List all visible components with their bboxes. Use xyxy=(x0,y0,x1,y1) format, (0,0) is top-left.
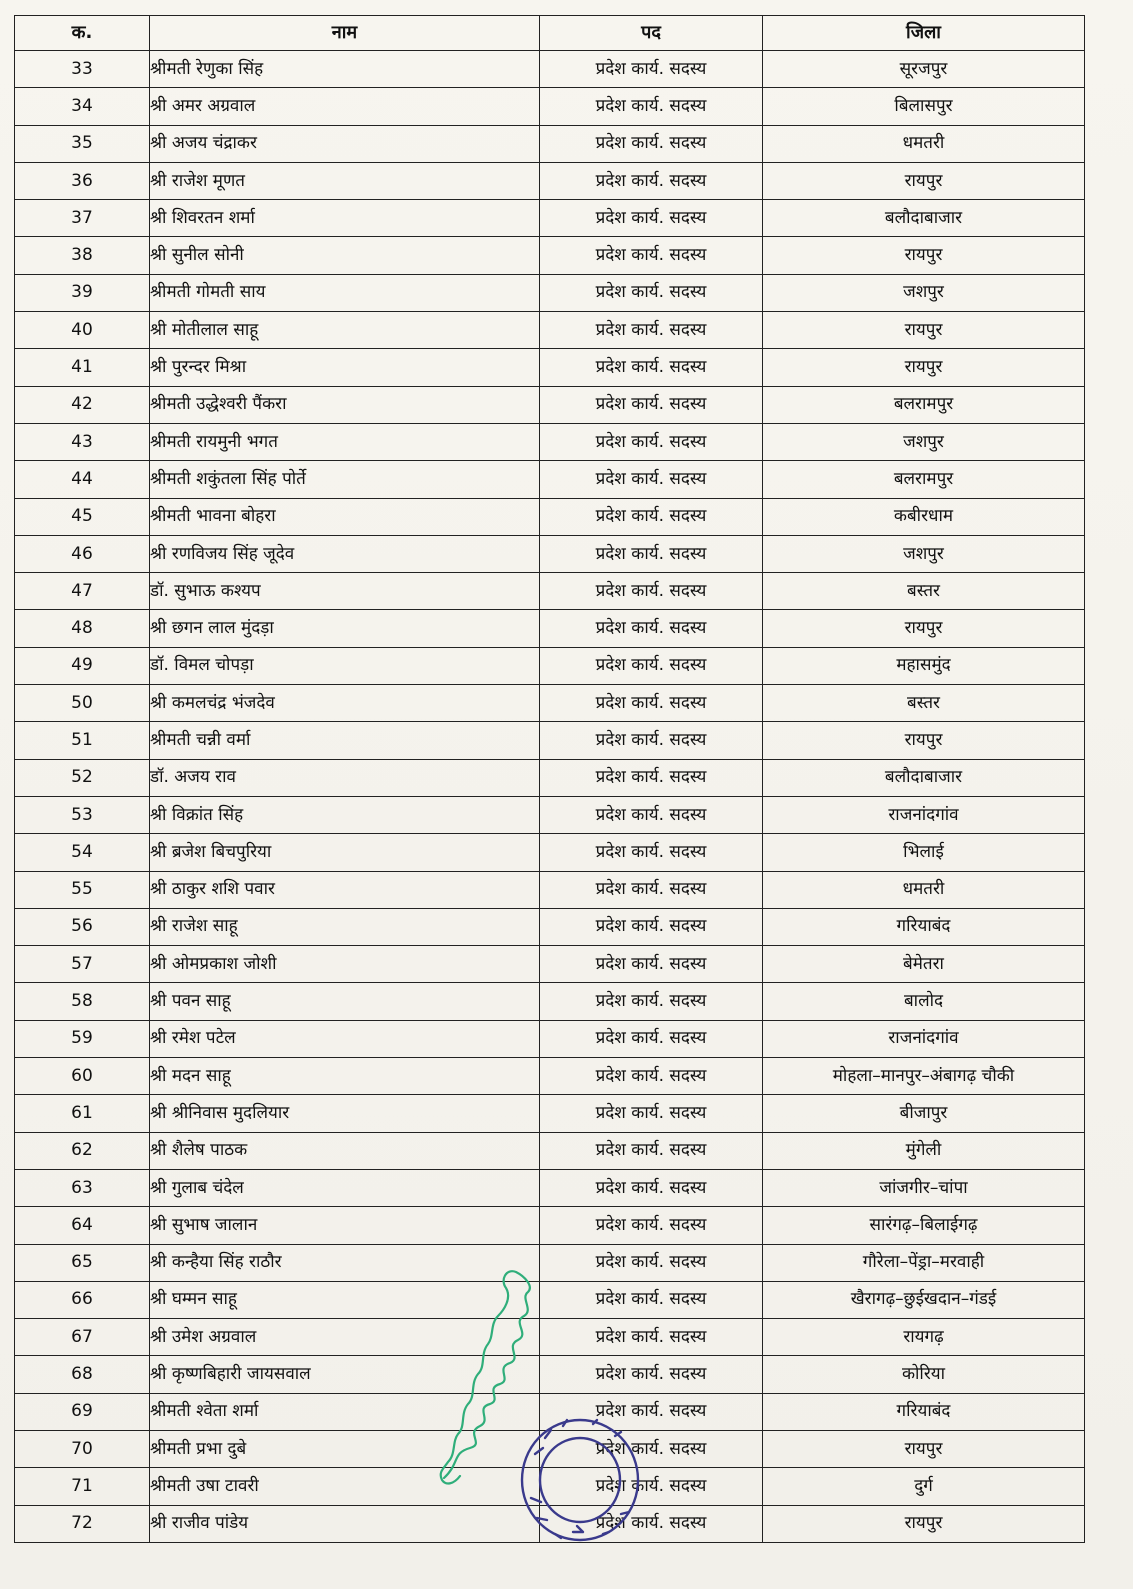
name-cell: श्री विक्रांत सिंह xyxy=(150,796,540,833)
table-row xyxy=(15,349,1085,386)
post-cell: प्रदेश कार्य. सदस्य xyxy=(540,983,763,1020)
name-cell: श्री राजेश मूणत xyxy=(150,162,540,199)
post-cell: प्रदेश कार्य. सदस्य xyxy=(540,1020,763,1057)
district-cell: रायपुर xyxy=(763,162,1085,199)
table-row xyxy=(15,759,1085,796)
table-row xyxy=(15,1356,1085,1393)
serial-number-cell: 66 xyxy=(15,1281,150,1318)
table-row xyxy=(15,386,1085,423)
district-cell: जशपुर xyxy=(763,423,1085,460)
name-cell: श्रीमती चन्नी वर्मा xyxy=(150,722,540,759)
post-cell: प्रदेश कार्य. सदस्य xyxy=(540,1132,763,1169)
table-row xyxy=(15,946,1085,983)
serial-number-cell: 53 xyxy=(15,796,150,833)
table-row xyxy=(15,685,1085,722)
post-cell: प्रदेश कार्य. सदस्य xyxy=(540,1058,763,1095)
name-cell: श्री रणविजय सिंह जूदेव xyxy=(150,535,540,572)
serial-number-cell: 51 xyxy=(15,722,150,759)
name-cell: श्री रमेश पटेल xyxy=(150,1020,540,1057)
post-cell: प्रदेश कार्य. सदस्य xyxy=(540,1468,763,1505)
serial-number-cell: 56 xyxy=(15,908,150,945)
post-cell: प्रदेश कार्य. सदस्य xyxy=(540,125,763,162)
serial-number-cell: 44 xyxy=(15,461,150,498)
district-cell: रायपुर xyxy=(763,1430,1085,1467)
post-cell: प्रदेश कार्य. सदस्य xyxy=(540,237,763,274)
table-body xyxy=(15,51,1085,1543)
table-row xyxy=(15,610,1085,647)
post-cell: प्रदेश कार्य. सदस्य xyxy=(540,759,763,796)
post-cell: प्रदेश कार्य. सदस्य xyxy=(540,1095,763,1132)
header-serial: क. xyxy=(15,16,150,51)
district-cell: रायपुर xyxy=(763,312,1085,349)
serial-number-cell: 67 xyxy=(15,1319,150,1356)
district-cell: बालोद xyxy=(763,983,1085,1020)
district-cell: बीजापुर xyxy=(763,1095,1085,1132)
table-row xyxy=(15,983,1085,1020)
post-cell: प्रदेश कार्य. सदस्य xyxy=(540,88,763,125)
name-cell: श्रीमती प्रभा दुबे xyxy=(150,1430,540,1467)
name-cell: डॉ. विमल चोपड़ा xyxy=(150,647,540,684)
serial-number-cell: 35 xyxy=(15,125,150,162)
name-cell: श्री ठाकुर शशि पवार xyxy=(150,871,540,908)
serial-number-cell: 48 xyxy=(15,610,150,647)
name-cell: श्री उमेश अग्रवाल xyxy=(150,1319,540,1356)
table-row xyxy=(15,237,1085,274)
district-cell: धमतरी xyxy=(763,125,1085,162)
name-cell: श्री श्रीनिवास मुदलियार xyxy=(150,1095,540,1132)
table-row xyxy=(15,647,1085,684)
name-cell: श्री मोतीलाल साहू xyxy=(150,312,540,349)
table-row xyxy=(15,200,1085,237)
table-row xyxy=(15,1058,1085,1095)
serial-number-cell: 71 xyxy=(15,1468,150,1505)
table-row xyxy=(15,423,1085,460)
district-cell: कबीरधाम xyxy=(763,498,1085,535)
district-cell: बस्तर xyxy=(763,573,1085,610)
district-cell: बलौदाबाजार xyxy=(763,759,1085,796)
table-row xyxy=(15,1281,1085,1318)
header-district: जिला xyxy=(763,16,1085,51)
serial-number-cell: 54 xyxy=(15,834,150,871)
header-name: नाम xyxy=(150,16,540,51)
post-cell: प्रदेश कार्य. सदस्य xyxy=(540,1281,763,1318)
district-cell: मुंगेली xyxy=(763,1132,1085,1169)
post-cell: प्रदेश कार्य. सदस्य xyxy=(540,946,763,983)
serial-number-cell: 72 xyxy=(15,1505,150,1542)
district-cell: बलौदाबाजार xyxy=(763,200,1085,237)
serial-number-cell: 38 xyxy=(15,237,150,274)
table-row xyxy=(15,722,1085,759)
name-cell: श्री ओमप्रकाश जोशी xyxy=(150,946,540,983)
name-cell: श्री पुरन्दर मिश्रा xyxy=(150,349,540,386)
serial-number-cell: 33 xyxy=(15,51,150,88)
table-row xyxy=(15,1095,1085,1132)
post-cell: प्रदेश कार्य. सदस्य xyxy=(540,1356,763,1393)
table-row xyxy=(15,535,1085,572)
serial-number-cell: 50 xyxy=(15,685,150,722)
name-cell: श्रीमती शकुंतला सिंह पोर्ते xyxy=(150,461,540,498)
name-cell: श्रीमती श्वेता शर्मा xyxy=(150,1393,540,1430)
serial-number-cell: 36 xyxy=(15,162,150,199)
table-row xyxy=(15,274,1085,311)
serial-number-cell: 45 xyxy=(15,498,150,535)
district-cell: रायगढ़ xyxy=(763,1319,1085,1356)
table-header-row xyxy=(15,16,1085,51)
post-cell: प्रदेश कार्य. सदस्य xyxy=(540,162,763,199)
header-post: पद xyxy=(540,16,763,51)
table-row xyxy=(15,1244,1085,1281)
serial-number-cell: 39 xyxy=(15,274,150,311)
table-row xyxy=(15,1319,1085,1356)
name-cell: श्री शैलेष पाठक xyxy=(150,1132,540,1169)
district-cell: सारंगढ़–बिलाईगढ़ xyxy=(763,1207,1085,1244)
name-cell: श्री राजीव पांडेय xyxy=(150,1505,540,1542)
name-cell: श्री गुलाब चंदेल xyxy=(150,1169,540,1206)
serial-number-cell: 41 xyxy=(15,349,150,386)
district-cell: महासमुंद xyxy=(763,647,1085,684)
name-cell: श्री कमलचंद्र भंजदेव xyxy=(150,685,540,722)
official-seal xyxy=(515,1414,645,1554)
post-cell: प्रदेश कार्य. सदस्य xyxy=(540,573,763,610)
table-row xyxy=(15,162,1085,199)
post-cell: प्रदेश कार्य. सदस्य xyxy=(540,312,763,349)
name-cell: डॉ. अजय राव xyxy=(150,759,540,796)
district-cell: भिलाई xyxy=(763,834,1085,871)
post-cell: प्रदेश कार्य. सदस्य xyxy=(540,51,763,88)
district-cell: रायपुर xyxy=(763,1505,1085,1542)
table-row xyxy=(15,88,1085,125)
serial-number-cell: 47 xyxy=(15,573,150,610)
post-cell: प्रदेश कार्य. सदस्य xyxy=(540,274,763,311)
district-cell: रायपुर xyxy=(763,349,1085,386)
serial-number-cell: 65 xyxy=(15,1244,150,1281)
serial-number-cell: 57 xyxy=(15,946,150,983)
table-row xyxy=(15,312,1085,349)
post-cell: प्रदेश कार्य. सदस्य xyxy=(540,1393,763,1430)
name-cell: श्री अजय चंद्राकर xyxy=(150,125,540,162)
serial-number-cell: 49 xyxy=(15,647,150,684)
post-cell: प्रदेश कार्य. सदस्य xyxy=(540,498,763,535)
name-cell: श्री ब्रजेश बिचपुरिया xyxy=(150,834,540,871)
name-cell: श्री अमर अग्रवाल xyxy=(150,88,540,125)
serial-number-cell: 55 xyxy=(15,871,150,908)
name-cell: श्रीमती गोमती साय xyxy=(150,274,540,311)
post-cell: प्रदेश कार्य. सदस्य xyxy=(540,386,763,423)
name-cell: श्रीमती रायमुनी भगत xyxy=(150,423,540,460)
post-cell: प्रदेश कार्य. सदस्य xyxy=(540,1169,763,1206)
post-cell: प्रदेश कार्य. सदस्य xyxy=(540,461,763,498)
table-row xyxy=(15,908,1085,945)
district-cell: बलरामपुर xyxy=(763,386,1085,423)
table-row xyxy=(15,51,1085,88)
name-cell: श्री सुनील सोनी xyxy=(150,237,540,274)
serial-number-cell: 62 xyxy=(15,1132,150,1169)
name-cell: श्री पवन साहू xyxy=(150,983,540,1020)
table-row xyxy=(15,461,1085,498)
name-cell: श्रीमती उषा टावरी xyxy=(150,1468,540,1505)
serial-number-cell: 61 xyxy=(15,1095,150,1132)
name-cell: श्री सुभाष जालान xyxy=(150,1207,540,1244)
district-cell: जशपुर xyxy=(763,535,1085,572)
post-cell: प्रदेश कार्य. सदस्य xyxy=(540,610,763,647)
district-cell: रायपुर xyxy=(763,237,1085,274)
serial-number-cell: 34 xyxy=(15,88,150,125)
name-cell: श्री मदन साहू xyxy=(150,1058,540,1095)
post-cell: प्रदेश कार्य. सदस्य xyxy=(540,535,763,572)
post-cell: प्रदेश कार्य. सदस्य xyxy=(540,200,763,237)
district-cell: रायपुर xyxy=(763,610,1085,647)
district-cell: रायपुर xyxy=(763,722,1085,759)
serial-number-cell: 58 xyxy=(15,983,150,1020)
serial-number-cell: 37 xyxy=(15,200,150,237)
serial-number-cell: 64 xyxy=(15,1207,150,1244)
serial-number-cell: 42 xyxy=(15,386,150,423)
name-cell: श्रीमती उद्धेश्वरी पैंकरा xyxy=(150,386,540,423)
serial-number-cell: 63 xyxy=(15,1169,150,1206)
post-cell: प्रदेश कार्य. सदस्य xyxy=(540,871,763,908)
name-cell: डॉ. सुभाऊ कश्यप xyxy=(150,573,540,610)
serial-number-cell: 68 xyxy=(15,1356,150,1393)
table-row xyxy=(15,1132,1085,1169)
post-cell: प्रदेश कार्य. सदस्य xyxy=(540,1244,763,1281)
district-cell: मोहला–मानपुर–अंबागढ़ चौकी xyxy=(763,1058,1085,1095)
serial-number-cell: 43 xyxy=(15,423,150,460)
table-row xyxy=(15,796,1085,833)
name-cell: श्रीमती भावना बोहरा xyxy=(150,498,540,535)
post-cell: प्रदेश कार्य. सदस्य xyxy=(540,1505,763,1542)
name-cell: श्री कृष्णबिहारी जायसवाल xyxy=(150,1356,540,1393)
district-cell: कोरिया xyxy=(763,1356,1085,1393)
name-cell: श्री शिवरतन शर्मा xyxy=(150,200,540,237)
post-cell: प्रदेश कार्य. सदस्य xyxy=(540,908,763,945)
district-cell: जशपुर xyxy=(763,274,1085,311)
table-row xyxy=(15,1207,1085,1244)
district-cell: बिलासपुर xyxy=(763,88,1085,125)
name-cell: श्री छगन लाल मुंदड़ा xyxy=(150,610,540,647)
post-cell: प्रदेश कार्य. सदस्य xyxy=(540,423,763,460)
table-row xyxy=(15,1169,1085,1206)
post-cell: प्रदेश कार्य. सदस्य xyxy=(540,1319,763,1356)
district-cell: गौरेला–पेंड्रा–मरवाही xyxy=(763,1244,1085,1281)
district-cell: गरियाबंद xyxy=(763,908,1085,945)
serial-number-cell: 70 xyxy=(15,1430,150,1467)
name-cell: श्री कन्हैया सिंह राठौर xyxy=(150,1244,540,1281)
district-cell: बेमेतरा xyxy=(763,946,1085,983)
post-cell: प्रदेश कार्य. सदस्य xyxy=(540,647,763,684)
district-cell: बलरामपुर xyxy=(763,461,1085,498)
district-cell: राजनांदगांव xyxy=(763,1020,1085,1057)
serial-number-cell: 40 xyxy=(15,312,150,349)
name-cell: श्री राजेश साहू xyxy=(150,908,540,945)
serial-number-cell: 52 xyxy=(15,759,150,796)
serial-number-cell: 60 xyxy=(15,1058,150,1095)
post-cell: प्रदेश कार्य. सदस्य xyxy=(540,349,763,386)
serial-number-cell: 59 xyxy=(15,1020,150,1057)
district-cell: धमतरी xyxy=(763,871,1085,908)
serial-number-cell: 69 xyxy=(15,1393,150,1430)
table-row xyxy=(15,573,1085,610)
members-table xyxy=(14,15,1085,1543)
table-row xyxy=(15,834,1085,871)
post-cell: प्रदेश कार्य. सदस्य xyxy=(540,796,763,833)
post-cell: प्रदेश कार्य. सदस्य xyxy=(540,1207,763,1244)
table-row xyxy=(15,125,1085,162)
name-cell: श्रीमती रेणुका सिंह xyxy=(150,51,540,88)
district-cell: दुर्ग xyxy=(763,1468,1085,1505)
district-cell: राजनांदगांव xyxy=(763,796,1085,833)
post-cell: प्रदेश कार्य. सदस्य xyxy=(540,685,763,722)
district-cell: खैरागढ़–छुईखदान–गंडई xyxy=(763,1281,1085,1318)
post-cell: प्रदेश कार्य. सदस्य xyxy=(540,1430,763,1467)
post-cell: प्रदेश कार्य. सदस्य xyxy=(540,834,763,871)
district-cell: गरियाबंद xyxy=(763,1393,1085,1430)
table-row xyxy=(15,1020,1085,1057)
table-row xyxy=(15,871,1085,908)
district-cell: बस्तर xyxy=(763,685,1085,722)
table-row xyxy=(15,498,1085,535)
serial-number-cell: 46 xyxy=(15,535,150,572)
district-cell: सूरजपुर xyxy=(763,51,1085,88)
post-cell: प्रदेश कार्य. सदस्य xyxy=(540,722,763,759)
district-cell: जांजगीर–चांपा xyxy=(763,1169,1085,1206)
name-cell: श्री घम्मन साहू xyxy=(150,1281,540,1318)
